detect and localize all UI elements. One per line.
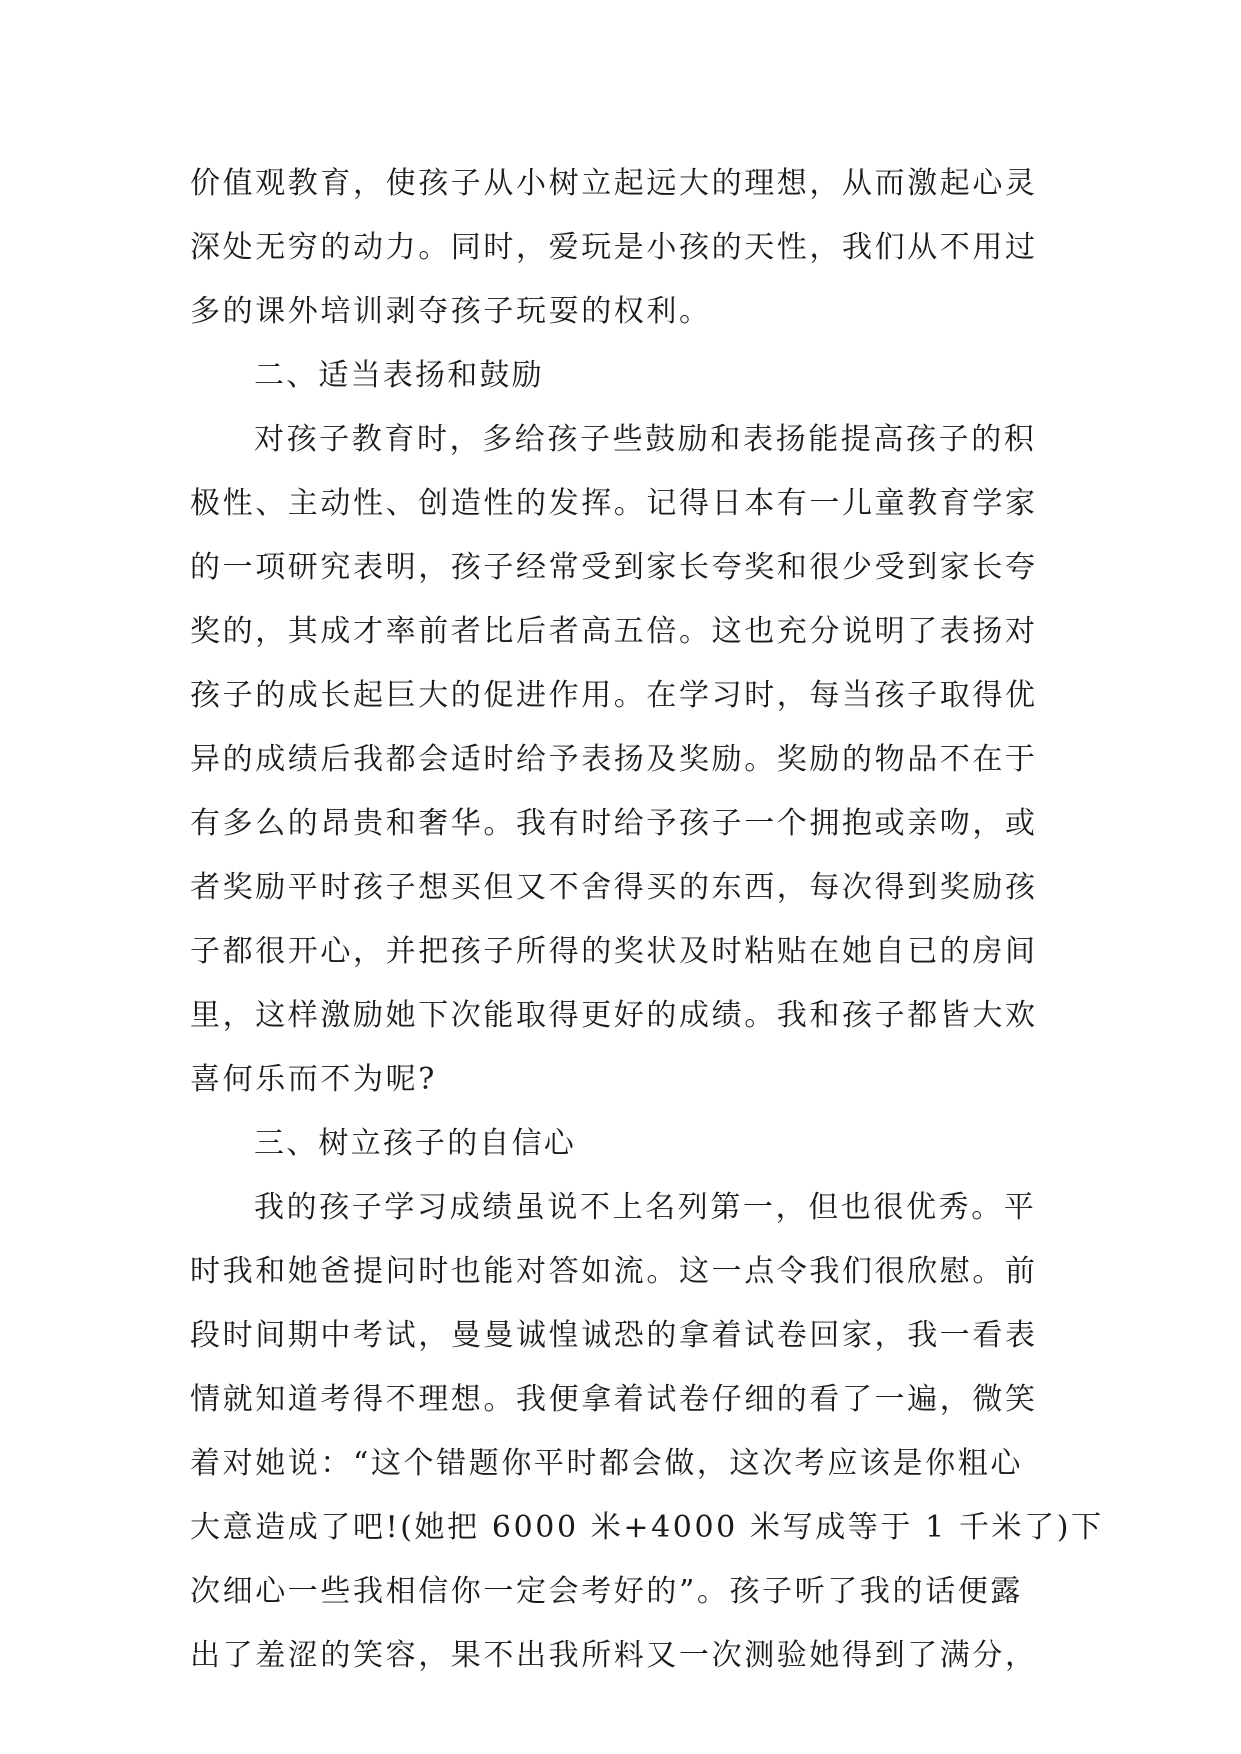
section-heading: 二、适当表扬和鼓励 — [254, 358, 544, 393]
body-line: 孩子的成长起巨大的促进作用。在学习时，每当孩子取得优 — [190, 678, 1038, 713]
document-body — [190, 152, 1104, 1688]
body-line: 奖的，其成才率前者比后者高五倍。这也充分说明了表扬对 — [190, 614, 1038, 649]
paragraph-first-line: 我的孩子学习成绩虽说不上名列第一，但也很优秀。平 — [254, 1190, 1037, 1225]
body-line: 者奖励平时孩子想买但又不舍得买的东西，每次得到奖励孩 — [190, 870, 1038, 905]
body-line: 的一项研究表明，孩子经常受到家长夸奖和很少受到家长夸 — [190, 550, 1038, 585]
body-line: 有多么的昂贵和奢华。我有时给予孩子一个拥抱或亲吻，或 — [190, 806, 1038, 841]
body-line: 子都很开心，并把孩子所得的奖状及时粘贴在她自已的房间 — [190, 934, 1038, 969]
section-heading: 三、树立孩子的自信心 — [254, 1126, 576, 1161]
body-line: 异的成绩后我都会适时给予表扬及奖励。奖励的物品不在于 — [190, 742, 1038, 777]
body-line: 里，这样激励她下次能取得更好的成绩。我和孩子都皆大欢 — [190, 998, 1038, 1033]
body-line: 深处无穷的动力。同时，爱玩是小孩的天性，我们从不用过 — [190, 230, 1038, 265]
body-line: 时我和她爸提问时也能对答如流。这一点令我们很欣慰。前 — [190, 1254, 1038, 1289]
body-line: 出了羞涩的笑容，果不出我所料又一次测验她得到了满分， — [190, 1638, 1038, 1673]
body-line: 段时间期中考试，曼曼诚惶诚恐的拿着试卷回家，我一看表 — [190, 1318, 1038, 1353]
body-line: 价值观教育，使孩子从小树立起远大的理想，从而激起心灵 — [190, 166, 1038, 201]
body-line: 多的课外培训剥夺孩子玩耍的权利。 — [190, 294, 712, 329]
paragraph-first-line: 对孩子教育时，多给孩子些鼓励和表扬能提高孩子的积 — [254, 422, 1037, 457]
body-line: 情就知道考得不理想。我便拿着试卷仔细的看了一遍，微笑 — [190, 1382, 1038, 1417]
body-line: 极性、主动性、创造性的发挥。记得日本有一儿童教育学家 — [190, 486, 1038, 521]
body-line: 喜何乐而不为呢? — [190, 1062, 437, 1097]
body-line: 次细心一些我相信你一定会考好的”。孩子听了我的话便露 — [190, 1574, 1023, 1609]
body-line: 着对她说：“这个错题你平时都会做，这次考应该是你粗心 — [190, 1446, 1023, 1481]
body-line: 大意造成了吧!(她把 6000 米+4000 米写成等于 1 千米了)下 — [190, 1510, 1104, 1545]
